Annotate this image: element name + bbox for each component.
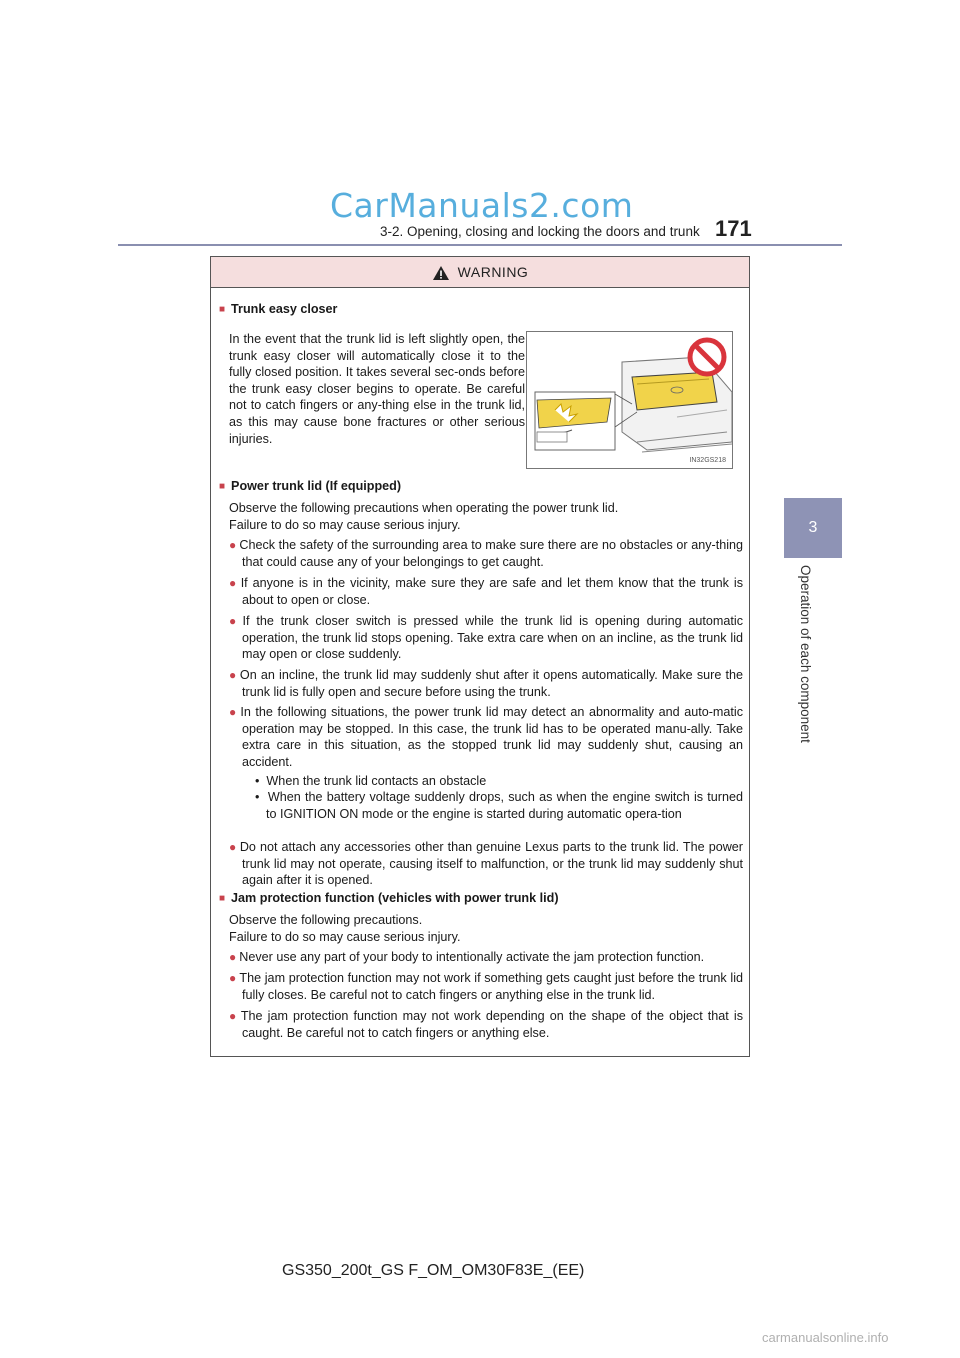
trunk-closer-illustration	[526, 331, 733, 469]
document-code: GS350_200t_GS F_OM_OM30F83E_(EE)	[282, 1262, 585, 1279]
warning-triangle-icon	[432, 265, 450, 281]
sub-list-item: • When the battery voltage suddenly drops, such as when the engine switch is turned to IGNITION ON mode or the engine is started during automatic opera-tion	[255, 790, 743, 821]
warning-title: WARNING	[457, 264, 529, 280]
warning-header	[211, 257, 749, 288]
sub-list-item: • When the trunk lid contacts an obstacle	[255, 774, 487, 788]
section-title-jam-protection: ■ Jam protection function (vehicles with power trunk lid)	[219, 891, 559, 905]
list-item: ● The jam protection function may not work if something gets caught just before the trunk lid fully closes. Be careful not to catch fingers or anything else in the trunk lid.	[229, 971, 743, 1002]
jam-protection-intro-2: Failure to do so may cause serious injury.	[229, 930, 461, 944]
header-divider	[118, 244, 842, 246]
watermark-footer: carmanualsonline.info	[762, 1330, 889, 1345]
page-number: 171	[715, 216, 752, 241]
jam-protection-intro-1: Observe the following precautions.	[229, 913, 423, 927]
watermark-logo: CarManuals2.com	[330, 186, 634, 225]
figure-code: IN32GS218	[689, 457, 726, 464]
section-title-trunk-easy-closer: ■ Trunk easy closer	[219, 302, 338, 316]
section-title-power-trunk-lid: ■ Power trunk lid (If equipped)	[219, 479, 402, 493]
list-item: ● If anyone is in the vicinity, make sure they are safe and let them know that the trunk is about to open or close.	[229, 576, 743, 607]
chapter-tab	[784, 498, 842, 558]
chapter-number: 3	[808, 519, 818, 536]
list-item: ● In the following situations, the power trunk lid may detect an abnormality and auto-matic operation may be stopped. In this case, the trunk lid has to be operated manu-ally. Take extra care in this situation, as the stopped trunk lid may suddenly shut, causing an accident.	[229, 705, 744, 769]
list-item: ● On an incline, the trunk lid may suddenly shut after it opens automatically. Make sure the trunk lid is fully open and secure before using the trunk.	[229, 668, 743, 699]
warning-box	[210, 256, 750, 1057]
list-item: ● The jam protection function may not work depending on the shape of the object that is caught. Be careful not to catch fingers or anything else.	[229, 1009, 743, 1040]
list-item: ● Check the safety of the surrounding area to make sure there are no obstacles or any-thing that could cause any of your belongings to get caught.	[229, 538, 744, 569]
list-item: ● If the trunk closer switch is pressed while the trunk lid is opening during automatic operation, the trunk lid stops opening. Take extra care when on an incline, as the trunk lid may open or close suddenly.	[229, 614, 743, 661]
power-trunk-intro-1: Observe the following precautions when operating the power trunk lid.	[229, 501, 619, 515]
trunk-easy-closer-text: In the event that the trunk lid is left slightly open, the trunk easy closer will automatically close it to the fully closed position. It takes several sec-onds before the trunk easy closer begins to operate. Be careful not to catch fingers or any-thing else in the trunk lid, as this may cause bone fractures or other serious injuries.	[229, 332, 525, 446]
list-item: ● Do not attach any accessories other than genuine Lexus parts to the trunk lid. The power trunk lid may not operate, causing itself to malfunction, or the trunk lid may suddenly shut again after it is opened.	[229, 840, 743, 887]
chapter-title: Operation of each component	[798, 565, 813, 743]
power-trunk-intro-2: Failure to do so may cause serious injury.	[229, 518, 461, 532]
section-header: 3-2. Opening, closing and locking the doors and trunk	[380, 224, 700, 239]
list-item: ● Never use any part of your body to intentionally activate the jam protection function.	[229, 950, 705, 964]
